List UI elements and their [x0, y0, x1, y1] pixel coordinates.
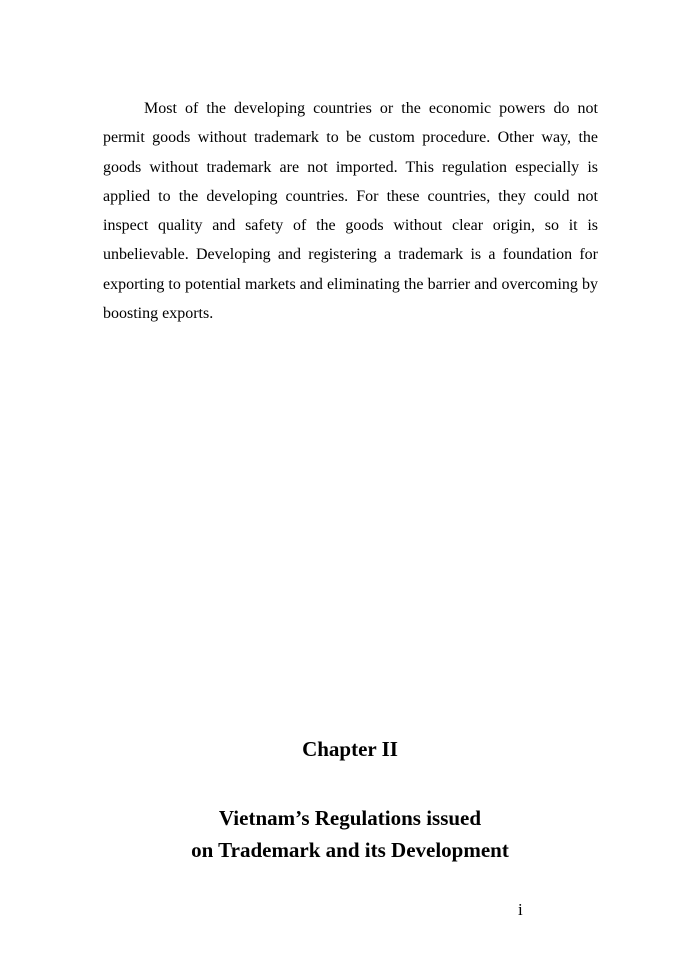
chapter-title [0, 802, 700, 866]
page-number: i [518, 900, 523, 919]
chapter-title-line-1: Vietnam’s Regulations issued [218, 806, 482, 830]
chapter-label: Chapter II [302, 737, 398, 761]
chapter-title-line-2: on Trademark and its Development [191, 838, 509, 862]
body-paragraph: Most of the developing countries or the economic powers do not permit goods without trademark to be custom procedure. Other way, the goods without trademark are not imported. This regulation especially is applied to the developing countries. For these countries, they could not inspect quality and safety of the goods without clear origin, so it is unbelievable. Developing and registering a trademark is a foundation for exporting to potential markets and eliminating the barrier and overcoming by boosting exports. [103, 100, 598, 323]
